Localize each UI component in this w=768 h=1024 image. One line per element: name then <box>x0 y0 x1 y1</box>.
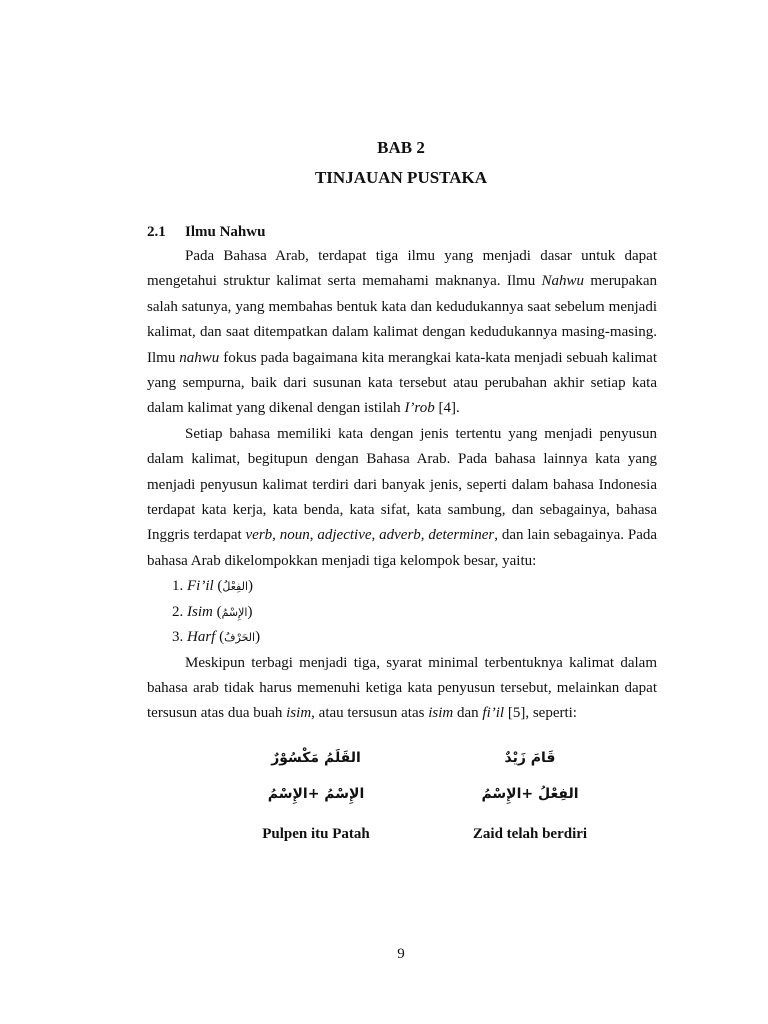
paragraph-3: Meskipun terbagi menjadi tiga, syarat minimal terbentuknya kalimat dalam bahasa arab tidak harus memenuhi ketiga kata penyusun tersebut, melainkan dapat tersusun atas dua buah isim, atau tersusun atas isim dan fi’il [5], seperti: <box>147 654 657 722</box>
example-caption: Pulpen itu Patah <box>262 826 370 842</box>
list-item: 2. Isim (الإِسْمُ) <box>172 603 253 620</box>
list-item: 3. Harf (الحَرْفُ) <box>172 629 261 646</box>
paragraph-2: Setiap bahasa memiliki kata dengan jenis tertentu yang menjadi penyusun dalam kalimat, begitupun dengan Bahasa Arab. Pada bahasa lainnya kata yang menjadi penyusun kalimat terdiri dari banyak jenis, seperti dalam bahasa Indonesia terdapat kata kerja, kata benda, kata sifat, kata sambung, dan sebagainya, bahasa Inggris terdapat verb, noun, adjective, adverb, determiner, dan lain sebagainya. Pada bahasa Arab dikelompokkan menjadi tiga kelompok besar, yaitu: <box>147 425 658 569</box>
section-heading <box>147 224 265 241</box>
word-type-list <box>147 574 657 650</box>
example-isim-isim <box>216 750 416 843</box>
example-structure: الإِسْمُ +الإِسْمُ <box>267 786 365 802</box>
page-number: 9 <box>397 946 405 962</box>
section-number: 2.1 <box>147 224 166 240</box>
body-text <box>147 244 657 727</box>
section-title: Ilmu Nahwu <box>185 224 266 240</box>
chapter-title: TINJAUAN PUSTAKA <box>314 168 488 187</box>
example-arabic: قَامَ زَيْدٌ <box>504 750 556 766</box>
chapter-number: BAB 2 <box>377 138 425 157</box>
example-structure: الفِعْلُ +الإِسْمُ <box>481 786 579 802</box>
paragraph-1: Pada Bahasa Arab, terdapat tiga ilmu yang menjadi dasar untuk dapat mengetahui struktur kalimat serta memahami maknanya. Ilmu Nahwu merupakan salah satunya, yang membahas bentuk kata dan kedudukannya saat sebelum menjadi kalimat, dan saat ditempatkan dalam kalimat dengan kedudukannya masing-masing. Ilmu nahwu fokus pada bagaimana kita merangkai kata-kata menjadi sebuah kalimat yang sempurna, baik dari susunan kata tersebut atau perubahan akhir setiap kata dalam kalimat yang dikenal dengan istilah I’rob [4]. <box>147 248 657 417</box>
example-caption: Zaid telah berdiri <box>472 826 588 842</box>
example-fiil-isim <box>430 750 630 843</box>
list-item: 1. Fi’il (الفِعْلُ) <box>172 578 254 595</box>
example-arabic: القَلَمُ مَكْسُوْرٌ <box>271 750 361 766</box>
